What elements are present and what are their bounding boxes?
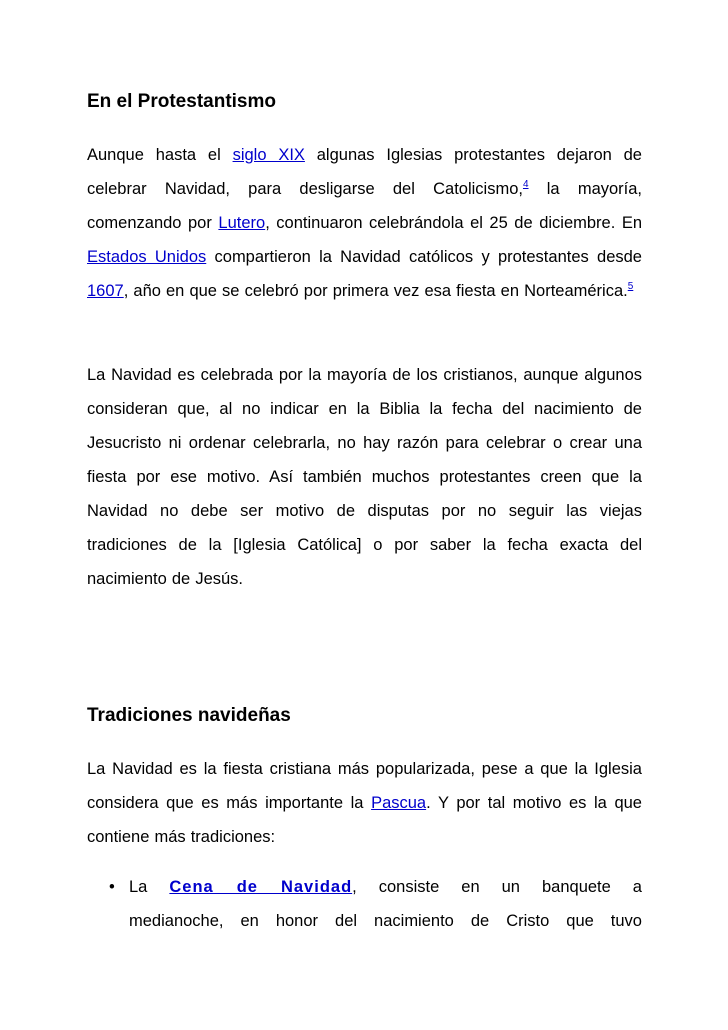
bullet-text-line-2: medianoche, en honor del nacimiento de Cristo que tuvo	[129, 912, 642, 930]
footnote-ref-4[interactable]: 4	[522, 179, 529, 190]
text-span: algunas Iglesias protestantes dejaron de celebrar Navidad, para desligarse del Catolicismo,	[87, 146, 642, 198]
text-span: , consiste en un banquete a	[352, 878, 642, 896]
section-heading-tradiciones: Tradiciones navideñas	[87, 705, 291, 726]
text-span: . Y por tal motivo es la que contiene más tradiciones:	[87, 794, 642, 846]
paragraph-protestantismo-history	[87, 138, 642, 308]
link-siglo-xix[interactable]: siglo XIX	[232, 146, 305, 164]
bullet-text-line-1	[129, 870, 642, 904]
paragraph-tradiciones-intro	[87, 752, 642, 854]
text-span: , año en que se celebró por primera vez esa fiesta en Norteamérica.	[123, 282, 628, 300]
bullet-marker: •	[109, 878, 115, 896]
text-span: La	[129, 878, 170, 896]
section-heading-protestantismo: En el Protestantismo	[87, 91, 276, 112]
link-1607[interactable]: 1607	[87, 282, 124, 300]
text-span: La Navidad es la fiesta cristiana más popularizada, pese a que la Iglesia considera que es más importante la	[87, 760, 642, 812]
text-span: compartieron la Navidad católicos y protestantes desde	[206, 248, 642, 266]
link-lutero[interactable]: Lutero	[218, 214, 266, 232]
link-cena-de-navidad[interactable]: Cena de Navidad	[169, 878, 353, 896]
text-span: , continuaron celebrándola el 25 de diciembre. En	[265, 214, 643, 232]
footnote-ref-5[interactable]: 5	[627, 281, 634, 292]
list-item-cena-navidad	[87, 870, 642, 938]
text-span: Aunque hasta el	[87, 146, 233, 164]
text-span: la mayoría, comenzando por	[87, 180, 643, 232]
link-pascua[interactable]: Pascua	[371, 794, 427, 812]
paragraph-navidad-cristianos: La Navidad es celebrada por la mayoría de los cristianos, aunque algunos consideran que, al no indicar en la Biblia la fecha del nacimiento de Jesucristo ni ordenar celebrarla, no hay razón para celebrar o crear una fiesta por ese motivo. Así también muchos protestantes creen que la Navidad no debe ser motivo de disputas por no seguir las viejas tradiciones de la [Iglesia Católica] o por saber la fecha exacta del nacimiento de Jesús.	[87, 366, 642, 588]
link-estados-unidos[interactable]: Estados Unidos	[87, 248, 207, 266]
